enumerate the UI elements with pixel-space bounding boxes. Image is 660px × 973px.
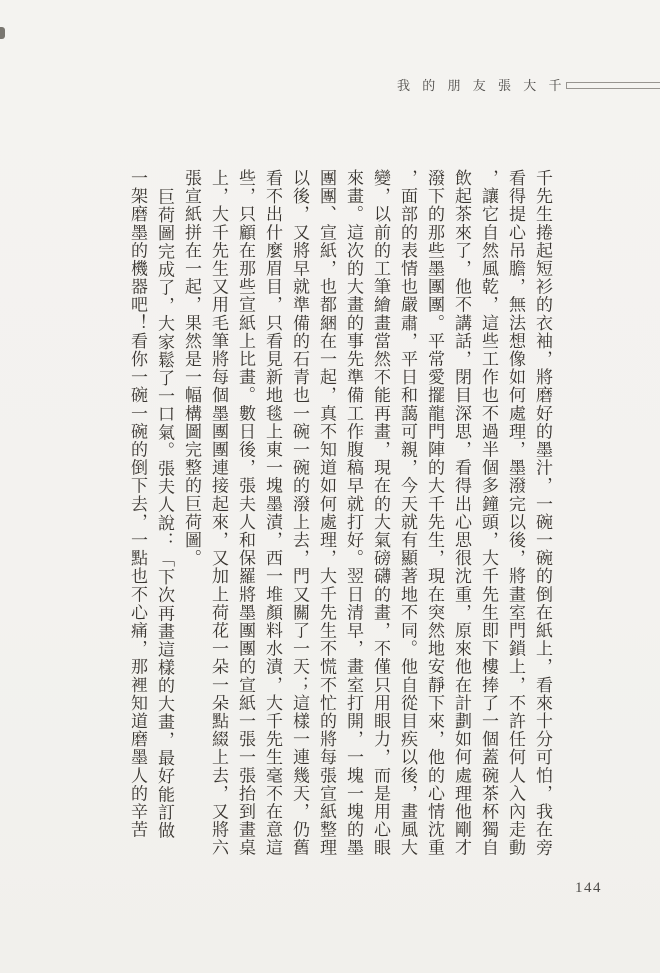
text-column: 看不出什麼眉目，只看見新地毯上東一塊墨漬，西一堆顏料水漬，大千先生毫不在意這 [263,169,282,857]
text-column: 潑下的那些墨團團。平常愛擺龍門陣的大千先生，現在突然地安靜下來，他的心情沈重 [425,169,444,857]
scan-edge-artifact [0,27,5,39]
text-column-paragraph-start: 巨荷圖完成了，大家鬆了一口氣。張夫人說：「下次再畫這樣的大畫，最好能訂做 [155,188,174,840]
text-column: 千先生捲起短衫的衣袖，將磨好的墨汁，一碗一碗的倒在紙上，看來十分可怕，我在旁 [533,169,552,857]
text-column: 變，以前的工筆繪畫當然不能再畫，現在的大氣磅礴的畫，不僅只用眼力，而是用心眼 [371,169,390,857]
text-column: ，讓它自然風乾，這些工作也不過半個多鐘頭，大千先生即下樓捧了一個蓋碗茶杯獨自 [479,169,498,857]
vertical-text-block [124,169,556,871]
text-column: 以後，又將早就準備的石青也一碗一碗的潑上去，門又關了一天；這樣一連幾天，仍舊 [290,169,309,857]
text-column: 團團、宣紙，也都綑在一起，真不知道如何處理，大千先生不慌不忙的將每張宣紙整理 [317,169,336,857]
text-column: 一架磨墨的機器吧！看你一碗一碗的倒下去，一點也不心痛，那裡知道磨墨人的辛苦 [128,169,147,839]
text-column: 上，大千先生又用毛筆將每個墨團團連接起來，又加上荷花一朵一朵點綴上去，又將六 [209,169,228,857]
page-number: 144 [575,880,602,896]
text-column: 飲起茶來了，他不講話，閉目深思，看得出心思很沈重，原來他在計劃如何處理他剛才 [452,169,471,857]
text-column: 看得提心吊膽，無法想像如何處理，墨潑完以後，將畫室門鎖上，不許任何人入內走動 [506,169,525,857]
text-column: 張宣紙拼在一起，果然是一幅構圖完整的巨荷圖。 [182,169,201,568]
text-column: ，面部的表情也嚴肅，平日和藹可親，今天就有顯著地不同。他自從目疾以後，畫風大 [398,169,417,857]
header-rule [566,82,660,89]
text-column: 來畫。這次的大畫的事先準備工作腹稿早就打好。翌日清早，畫室打開，一塊一塊的墨 [344,169,363,857]
text-column: 些，只顧在那些宣紙上比畫。數日後，張夫人和保羅將墨團團的宣紙一張一張抬到畫桌 [236,169,255,857]
running-header-title: 我 的 朋 友 張 大 千 [397,78,567,93]
